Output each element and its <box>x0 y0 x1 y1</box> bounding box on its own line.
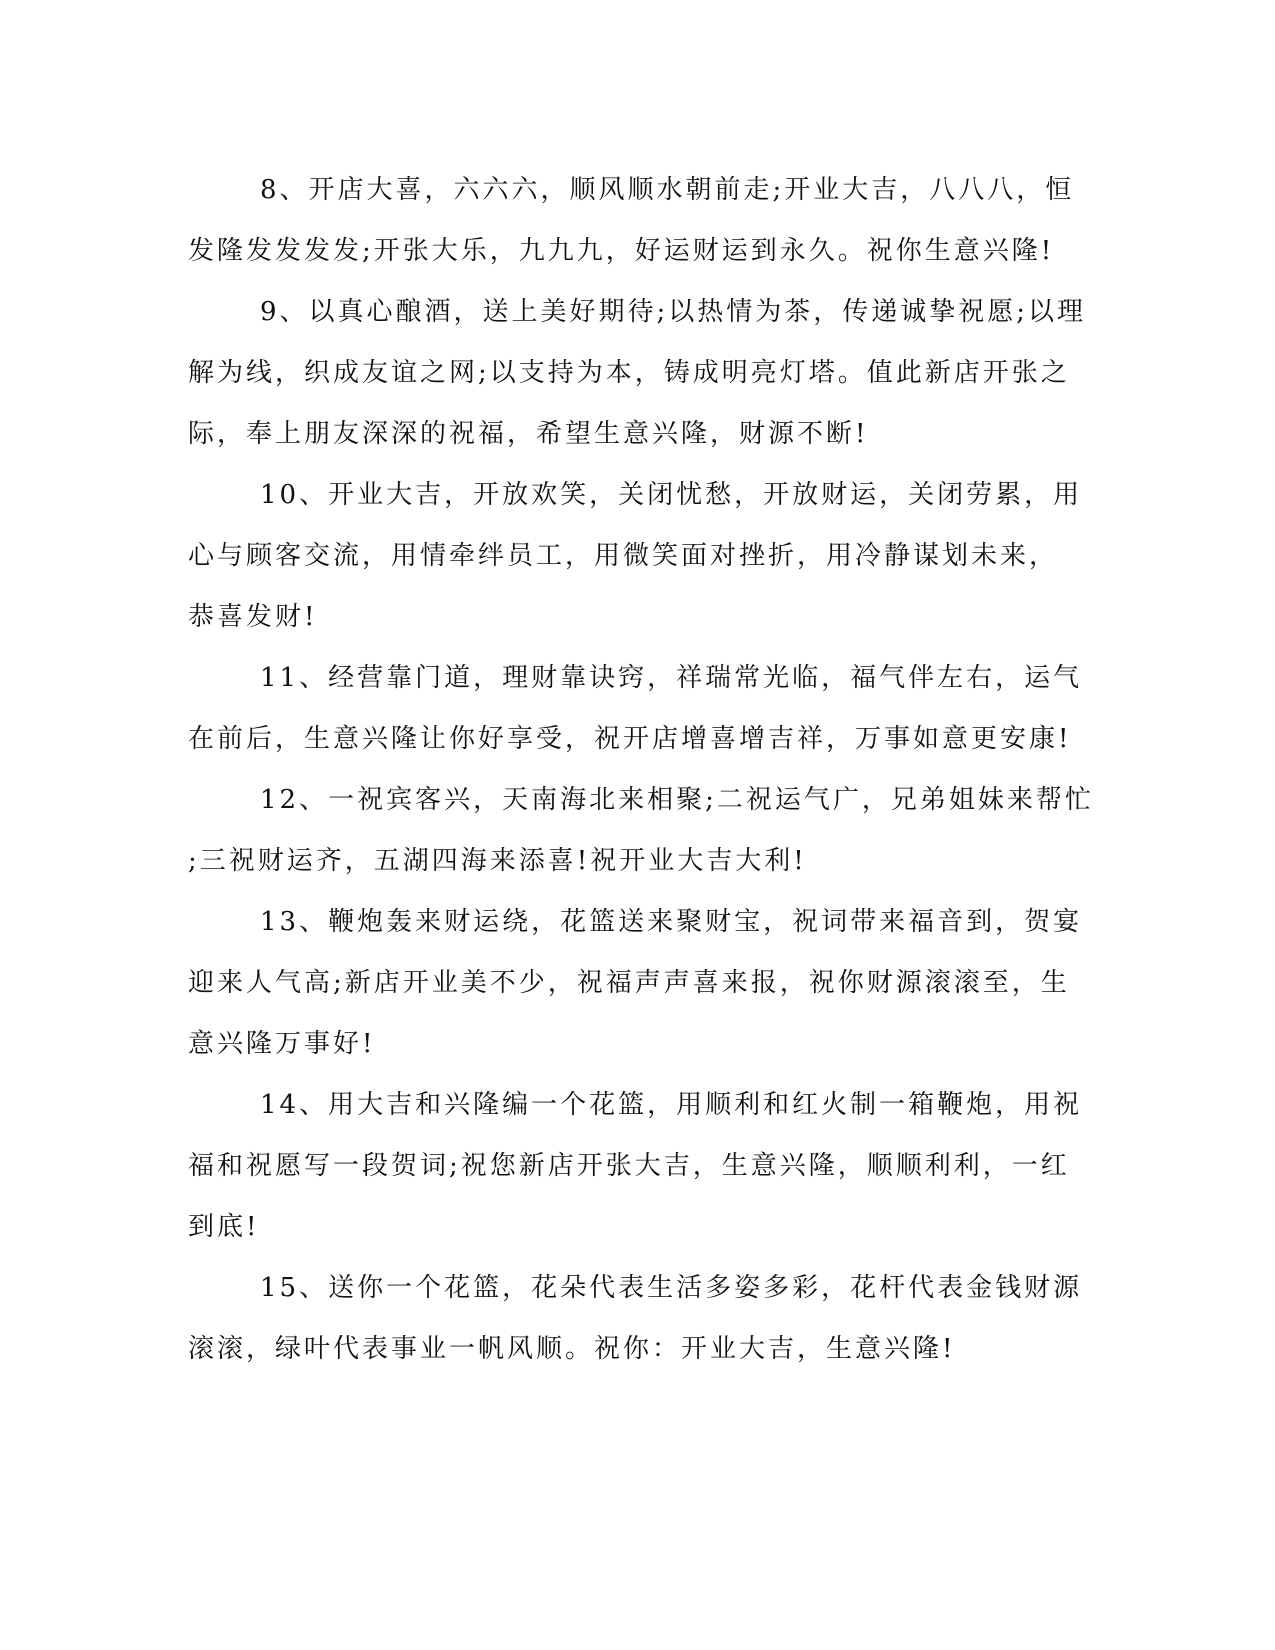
text-line-18: 到底! <box>188 1212 260 1242</box>
text-line-6: 10、开业大吉，开放欢笑，关闭忧愁，开放财运，关闭劳累，用 <box>260 480 1083 510</box>
text-line-15: 意兴隆万事好! <box>188 1029 376 1059</box>
text-line-7: 心与顾客交流，用情牵绊员工，用微笑面对挫折，用冷静谋划未来， <box>188 541 1059 571</box>
text-line-2: 发隆发发发发;开张大乐，九九九，好运财运到永久。祝你生意兴隆! <box>188 236 1055 266</box>
text-line-17: 福和祝愿写一段贺词;祝您新店开张大吉，生意兴隆，顺顺利利，一红 <box>188 1151 1070 1181</box>
text-line-9: 11、经营靠门道，理财靠诀窍，祥瑞常光临，福气伴左右，运气 <box>260 663 1083 693</box>
text-line-19: 15、送你一个花篮，花朵代表生活多姿多彩，花杆代表金钱财源 <box>260 1273 1083 1303</box>
text-line-13: 13、鞭炮轰来财运绕，花篮送来聚财宝，祝词带来福音到，贺宴 <box>260 907 1083 937</box>
document-body <box>188 160 1094 1380</box>
text-line-3: 9、以真心酿酒，送上美好期待;以热情为茶，传递诚挚祝愿;以理 <box>260 297 1087 327</box>
text-line-16: 14、用大吉和兴隆编一个花篮，用顺利和红火制一箱鞭炮，用祝 <box>260 1090 1083 1120</box>
text-line-1: 8、开店大喜，六六六，顺风顺水朝前走;开业大吉，八八八，恒 <box>260 175 1075 205</box>
text-line-11: 12、一祝宾客兴，天南海北来相聚;二祝运气广，兄弟姐妹来帮忙 <box>260 785 1094 815</box>
text-line-10: 在前后，生意兴隆让你好享受，祝开店增喜增吉祥，万事如意更安康! <box>188 724 1072 754</box>
text-line-5: 际，奉上朋友深深的祝福，希望生意兴隆，财源不断! <box>188 419 869 449</box>
text-line-8: 恭喜发财! <box>188 602 318 632</box>
text-line-12: ;三祝财运齐，五湖四海来添喜!祝开业大吉大利! <box>188 846 807 876</box>
text-line-20: 滚滚，绿叶代表事业一帆风顺。祝你：开业大吉，生意兴隆! <box>188 1334 956 1364</box>
text-line-14: 迎来人气高;新店开业美不少，祝福声声喜来报，祝你财源滚滚至，生 <box>188 968 1070 998</box>
text-line-4: 解为线，织成友谊之网;以支持为本，铸成明亮灯塔。值此新店开张之 <box>188 358 1070 388</box>
